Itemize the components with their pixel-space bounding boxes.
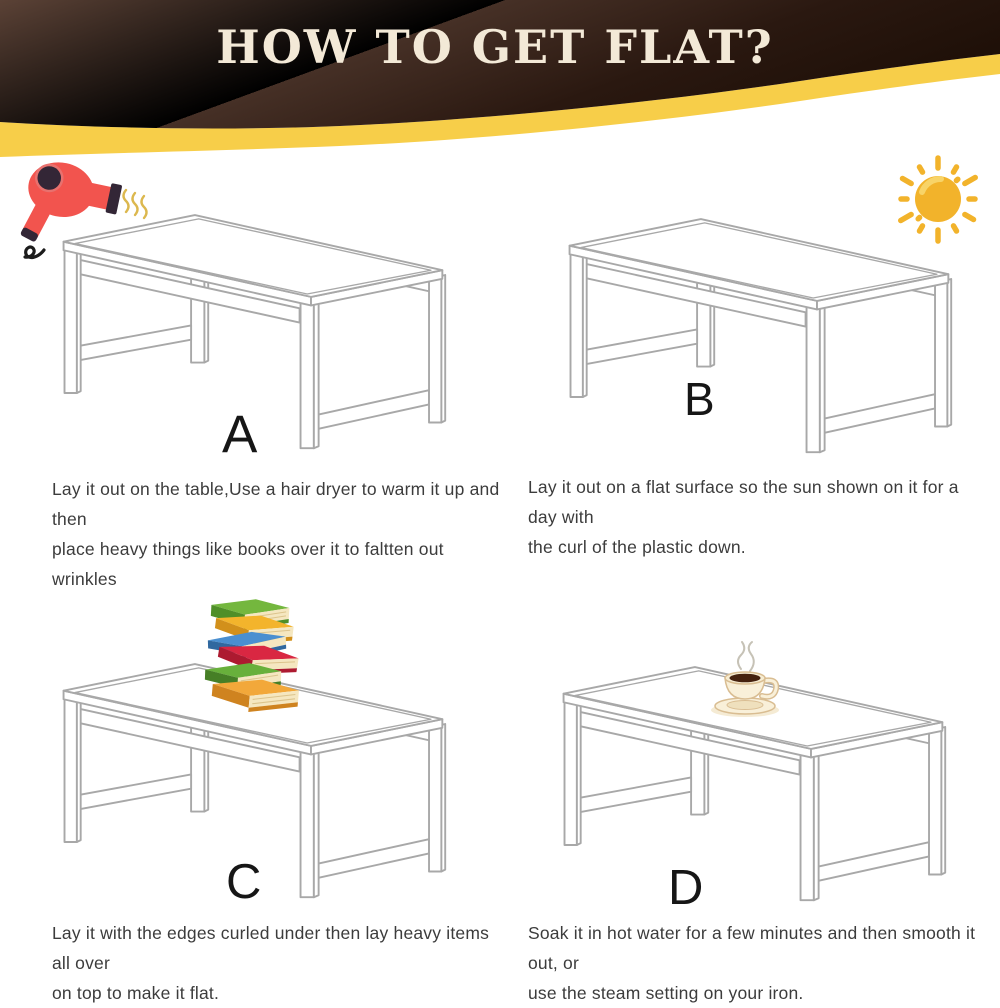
- method-d-caption: [528, 918, 988, 1008]
- books-stack-icon: [203, 596, 307, 718]
- method-b-caption: [528, 472, 988, 562]
- method-a-caption: [52, 474, 512, 594]
- method-letter-d: D: [668, 861, 704, 915]
- method-c-caption: [52, 918, 512, 1008]
- caption-line: Lay it out on a flat surface so the sun shown on it for a day with: [528, 477, 959, 527]
- caption-line: on top to make it flat.: [52, 983, 220, 1003]
- method-letter-c: C: [226, 855, 262, 909]
- table-illustration-b: [558, 200, 958, 476]
- caption-line: Lay it with the edges curled under then lay heavy items all over: [52, 923, 490, 973]
- steam-wisps: [738, 642, 754, 671]
- caption-line: the curl of the plastic down.: [528, 537, 746, 557]
- caption-line: Lay it out on the table,Use a hair dryer to warm it up and then: [52, 479, 500, 529]
- caption-line: place heavy things like books over it to faltten out wrinkles: [52, 539, 444, 589]
- method-letter-b: B: [684, 373, 715, 425]
- coffee-cup-icon: [700, 640, 796, 726]
- page-title: HOW TO GET FLAT?: [216, 20, 774, 74]
- dryer-cord: [25, 247, 44, 257]
- caption-line: Soak it in hot water for a few minutes and then smooth it out, or: [528, 923, 976, 973]
- caption-line: use the steam setting on your iron.: [528, 983, 804, 1003]
- method-letter-a: A: [222, 405, 258, 464]
